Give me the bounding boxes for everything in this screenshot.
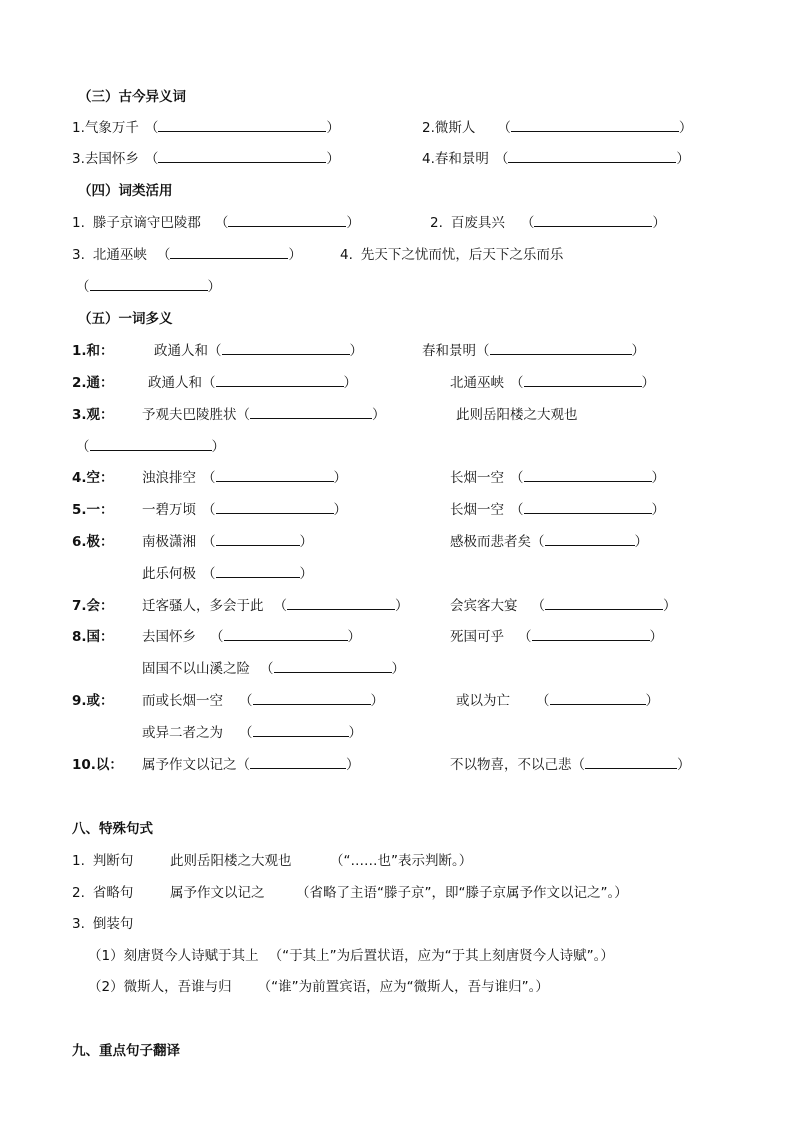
sentence-pattern-subitem: （2）微斯人，吾谁与归 （“谁”为前置宾语，应为“微斯人，吾与谁归”。） bbox=[88, 979, 549, 995]
usage-item: 长烟一空 （ ） bbox=[450, 502, 665, 518]
usage-item: 长烟一空 （ ） bbox=[450, 470, 665, 486]
usage-item: 或以为亡 （ ） bbox=[456, 693, 659, 709]
answer-blank[interactable] bbox=[532, 628, 650, 641]
word-label: 5.一： bbox=[72, 502, 114, 518]
exercise-item: 3. 北通巫峡 （ ） bbox=[72, 247, 302, 263]
usage-item: 政通人和（ ） bbox=[154, 343, 363, 359]
sentence-pattern-example: 此则岳阳楼之大观也 bbox=[170, 853, 292, 869]
sentence-pattern-example: 属予作文以记之 bbox=[170, 885, 265, 901]
section-heading-5: （五）一词多义 bbox=[78, 311, 173, 327]
section-heading-8: 八、特殊句式 bbox=[72, 821, 153, 837]
answer-blank[interactable] bbox=[228, 214, 346, 227]
usage-item: 春和景明（ ） bbox=[422, 343, 645, 359]
sentence-pattern-item: 1. 判断句 bbox=[72, 853, 134, 869]
usage-item: 会宾客大宴 （ ） bbox=[450, 598, 677, 614]
usage-item: 去国怀乡 （ ） bbox=[142, 629, 361, 645]
word-label: 8.国： bbox=[72, 629, 114, 645]
word-label: 4.空： bbox=[72, 470, 114, 486]
answer-blank[interactable] bbox=[508, 150, 676, 163]
usage-item: 政通人和（ ） bbox=[148, 375, 357, 391]
answer-blank[interactable] bbox=[585, 756, 677, 769]
answer-blank[interactable] bbox=[511, 119, 679, 132]
usage-item: 不以物喜，不以己悲（ ） bbox=[450, 757, 691, 773]
answer-blank[interactable] bbox=[158, 119, 326, 132]
sentence-pattern-item: 2. 省略句 bbox=[72, 885, 134, 901]
answer-blank[interactable] bbox=[250, 406, 372, 419]
usage-item: 死国可乎 （ ） bbox=[450, 629, 663, 645]
usage-item: 固国不以山溪之险 （ ） bbox=[142, 661, 405, 677]
answer-blank[interactable] bbox=[224, 628, 348, 641]
answer-blank[interactable] bbox=[90, 278, 208, 291]
usage-item-continuation: （ ） bbox=[76, 439, 225, 455]
answer-blank[interactable] bbox=[524, 469, 652, 482]
section-heading-3: （三）古今异义词 bbox=[78, 89, 186, 105]
usage-item: 浊浪排空 （ ） bbox=[142, 470, 347, 486]
word-label: 1.和： bbox=[72, 343, 114, 359]
sentence-pattern-note: （“……也”表示判断。） bbox=[330, 853, 473, 869]
section-heading-9: 九、重点句子翻译 bbox=[72, 1043, 180, 1059]
answer-blank[interactable] bbox=[287, 597, 395, 610]
word-label: 7.会： bbox=[72, 598, 114, 614]
word-label: 3.观： bbox=[72, 407, 114, 423]
usage-item: 属予作文以记之（ ） bbox=[142, 757, 360, 773]
word-label: 6.极： bbox=[72, 534, 114, 550]
answer-blank[interactable] bbox=[216, 533, 300, 546]
word-label: 10.以： bbox=[72, 757, 123, 773]
sentence-pattern-subitem: （1）刻唐贤今人诗赋于其上 （“于其上”为后置状语，应为“于其上刻唐贤今人诗赋”。） bbox=[88, 948, 614, 964]
answer-blank[interactable] bbox=[253, 692, 371, 705]
answer-blank[interactable] bbox=[545, 533, 635, 546]
exercise-item: 1.气象万千 （ ） bbox=[72, 120, 340, 136]
exercise-item: 2.微斯人 （ ） bbox=[422, 120, 693, 136]
section-heading-4: （四）词类活用 bbox=[78, 183, 173, 199]
answer-blank[interactable] bbox=[524, 501, 652, 514]
answer-blank[interactable] bbox=[545, 597, 663, 610]
answer-blank[interactable] bbox=[216, 469, 334, 482]
answer-blank[interactable] bbox=[170, 246, 288, 259]
usage-item: 北通巫峡 （ ） bbox=[450, 375, 655, 391]
usage-item: 此乐何极 （ ） bbox=[142, 566, 313, 582]
exercise-item: 3.去国怀乡 （ ） bbox=[72, 151, 340, 167]
answer-blank[interactable] bbox=[524, 374, 642, 387]
answer-blank[interactable] bbox=[253, 724, 349, 737]
exercise-item: 1. 滕子京谪守巴陵郡 （ ） bbox=[72, 215, 360, 231]
usage-item: 或异二者之为 （ ） bbox=[142, 725, 362, 741]
answer-blank[interactable] bbox=[216, 374, 344, 387]
sentence-pattern-item: 3. 倒装句 bbox=[72, 916, 134, 932]
answer-blank[interactable] bbox=[550, 692, 646, 705]
answer-blank[interactable] bbox=[490, 342, 632, 355]
answer-blank[interactable] bbox=[158, 150, 326, 163]
word-label: 2.通： bbox=[72, 375, 114, 391]
exercise-item: 4. 先天下之忧而忧，后天下之乐而乐 bbox=[340, 247, 564, 263]
answer-blank[interactable] bbox=[274, 660, 392, 673]
answer-blank[interactable] bbox=[250, 756, 346, 769]
exercise-item: 4.春和景明 （ ） bbox=[422, 151, 690, 167]
answer-blank[interactable] bbox=[534, 214, 652, 227]
usage-item: 南极潇湘 （ ） bbox=[142, 534, 313, 550]
usage-item: 而或长烟一空 （ ） bbox=[142, 693, 384, 709]
exercise-item: 2. 百废具兴 （ ） bbox=[430, 215, 666, 231]
usage-item: 予观夫巴陵胜状（ ） bbox=[142, 407, 386, 423]
answer-blank[interactable] bbox=[90, 438, 212, 451]
usage-item: 一碧万顷 （ ） bbox=[142, 502, 347, 518]
usage-item: 感极而悲者矣（ ） bbox=[450, 534, 648, 550]
usage-item: 此则岳阳楼之大观也 bbox=[456, 407, 578, 423]
answer-blank[interactable] bbox=[222, 342, 350, 355]
answer-blank[interactable] bbox=[216, 565, 300, 578]
sentence-pattern-note: （省略了主语“滕子京”，即“滕子京属予作文以记之”。） bbox=[296, 885, 628, 901]
answer-blank[interactable] bbox=[216, 501, 334, 514]
usage-item: 迁客骚人，多会于此 （ ） bbox=[142, 598, 409, 614]
exercise-item-continuation: （ ） bbox=[76, 279, 221, 295]
word-label: 9.或： bbox=[72, 693, 114, 709]
